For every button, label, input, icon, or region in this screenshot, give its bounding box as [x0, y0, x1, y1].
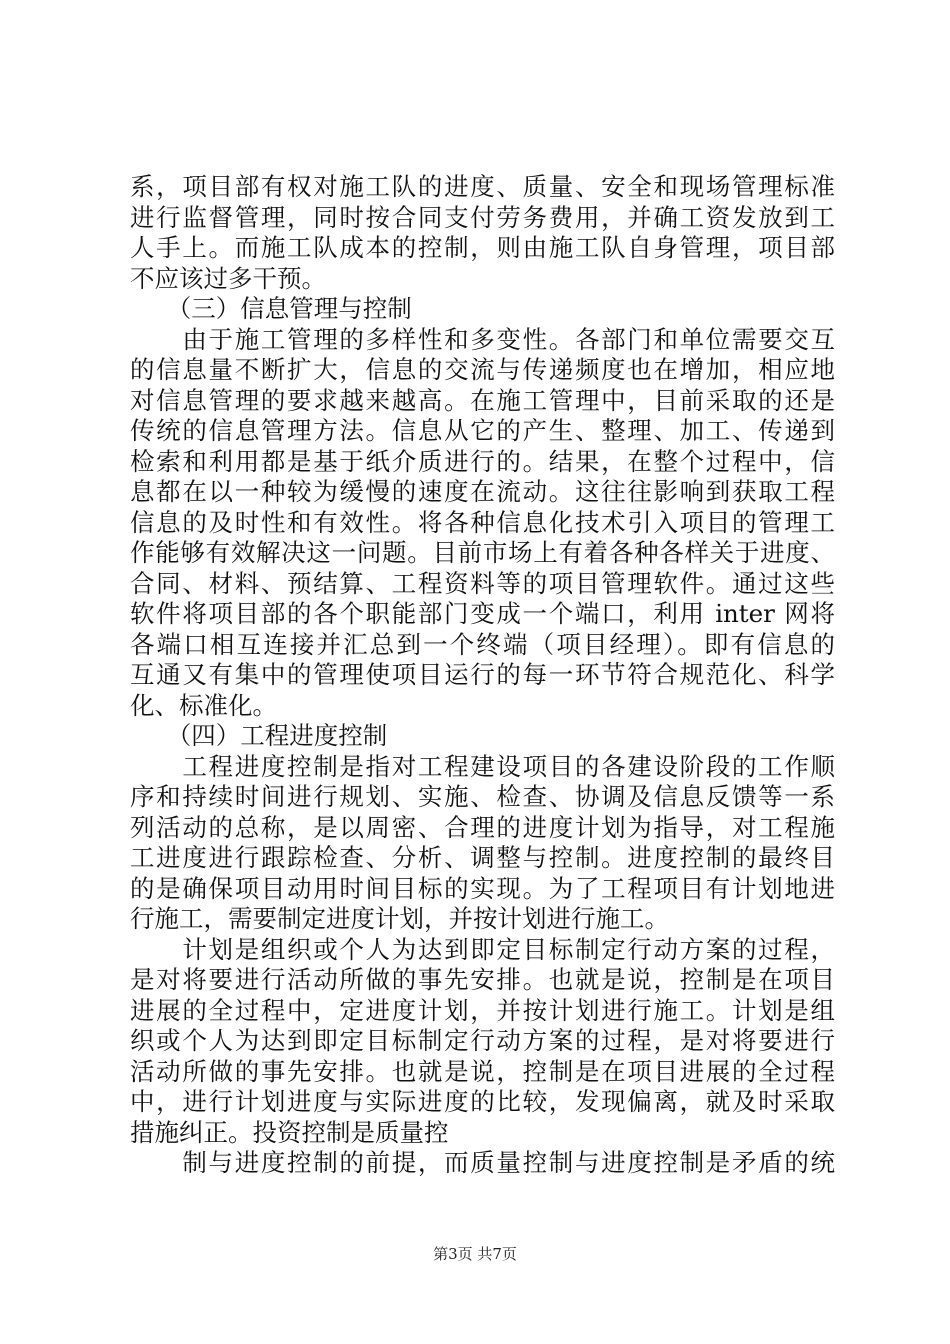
- text-line: 进展的全过程中，定进度计划，并按计划进行施工。计划是组: [130, 995, 835, 1025]
- text-line: 对信息管理的要求越来越高。在施工管理中，目前采取的还是: [130, 385, 835, 415]
- text-line: 人手上。而施工队成本的控制，则由施工队自身管理，项目部: [130, 233, 835, 262]
- text-line: 由于施工管理的多样性和多变性。各部门和单位需要交互: [130, 324, 835, 354]
- text-line: （三）信息管理与控制: [130, 294, 412, 323]
- text-line: 制与进度控制的前提，而质量控制与进度控制是矛盾的统: [130, 1148, 835, 1177]
- text-line: 措施纠正。投资控制是质量控: [130, 1117, 449, 1147]
- text-line: 计划是组织或个人为达到即定目标制定行动方案的过程，: [130, 934, 835, 964]
- text-line: 息都在以一种较为缓慢的速度在流动。这往往影响到获取工程: [130, 477, 835, 506]
- text-line: 各端口相互连接并汇总到一个终端（项目经理）。即有信息的: [130, 629, 835, 659]
- text-line: 系，项目部有权对施工队的进度、质量、安全和现场管理标准: [130, 172, 835, 201]
- text-line: 工进度进行跟踪检查、分析、调整与控制。进度控制的最终目: [130, 843, 835, 872]
- text-line: 信息的及时性和有效性。将各种信息化技术引入项目的管理工: [130, 507, 835, 537]
- text-line: 化、标准化。: [130, 690, 277, 720]
- page-footer: 第3页 共7页: [433, 1245, 517, 1263]
- text-line: 的信息量不断扩大，信息的交流与传递频度也在增加，相应地: [130, 355, 835, 384]
- text-line: 检索和利用都是基于纸介质进行的。结果，在整个过程中，信: [130, 446, 835, 476]
- text-line: 序和持续时间进行规划、实施、检查、协调及信息反馈等一系: [130, 782, 835, 811]
- text-line: 是对将要进行活动所做的事先安排。也就是说，控制是在项目: [130, 965, 835, 994]
- text-line: 不应该过多干预。: [130, 263, 326, 293]
- document-body: [130, 172, 835, 1179]
- text-line: 中，进行计划进度与实际进度的比较，发现偏离，就及时采取: [130, 1087, 835, 1116]
- text-line: 互通又有集中的管理使项目运行的每一环节符合规范化、科学: [130, 660, 835, 689]
- text-line: 工程进度控制是指对工程建设项目的各建设阶段的工作顺: [130, 751, 835, 781]
- text-line: 传统的信息管理方法。信息从它的产生、整理、加工、传递到: [130, 416, 835, 445]
- text-line: 合同、材料、预结算、工程资料等的项目管理软件。通过这些: [130, 568, 835, 598]
- text-line: 织或个人为达到即定目标制定行动方案的过程，是对将要进行: [130, 1026, 835, 1055]
- text-line: 行施工，需要制定进度计划，并按计划进行施工。: [130, 904, 669, 933]
- text-line: 的是确保项目动用时间目标的实现。为了工程项目有计划地进: [130, 873, 835, 903]
- text-line: 列活动的总称，是以周密、合理的进度计划为指导，对工程施: [130, 812, 835, 842]
- text-line: （四）工程进度控制: [130, 721, 388, 750]
- text-line: 进行监督管理，同时按合同支付劳务费用，并确工资发放到工: [130, 202, 835, 232]
- text-line: 作能够有效解决这一问题。目前市场上有着各种各样关于进度、: [130, 538, 835, 567]
- text-line: 软件将项目部的各个职能部门变成一个端口，利用 inter 网将: [130, 599, 835, 628]
- text-line: 活动所做的事先安排。也就是说，控制是在项目进展的全过程: [130, 1056, 835, 1086]
